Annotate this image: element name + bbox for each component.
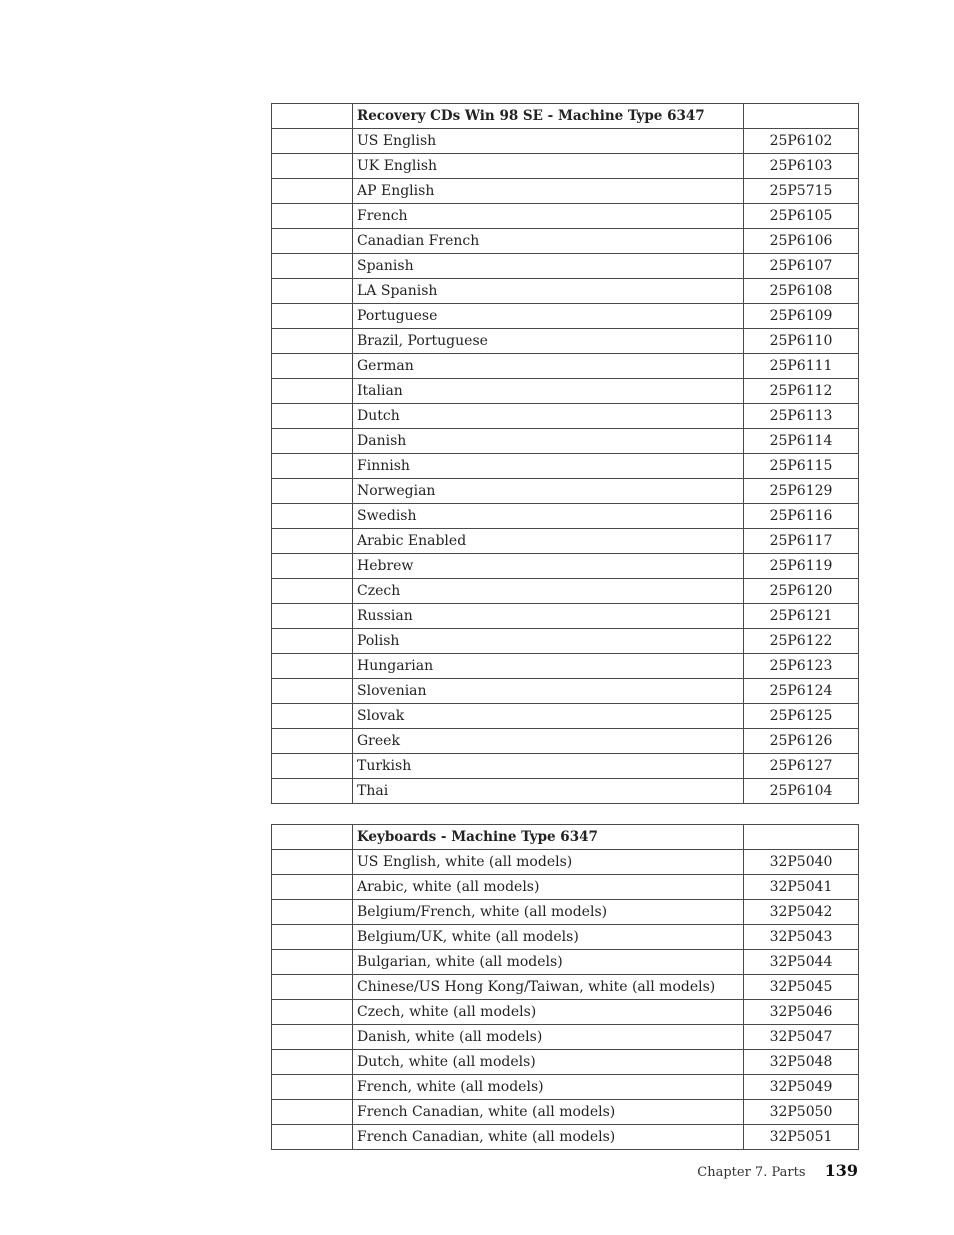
table-row [272,850,859,875]
description-cell: Belgium/UK, white (all models) [353,925,744,950]
description-cell: Czech [353,579,744,604]
description-cell: Chinese/US Hong Kong/Taiwan, white (all models) [353,975,744,1000]
part-number-cell: 25P6106 [744,229,859,254]
table-row [272,454,859,479]
part-number-cell: 32P5051 [744,1125,859,1150]
part-number-cell: 32P5047 [744,1025,859,1050]
table-row [272,1125,859,1150]
index-cell [272,1000,353,1025]
part-header-cell [744,104,859,129]
table-title: Keyboards - Machine Type 6347 [353,825,744,850]
part-number-cell: 25P6127 [744,754,859,779]
table-row [272,529,859,554]
description-cell: Canadian French [353,229,744,254]
part-number-cell: 25P6102 [744,129,859,154]
index-cell [272,454,353,479]
part-number-cell: 25P6114 [744,429,859,454]
table-row [272,404,859,429]
description-cell: Arabic, white (all models) [353,875,744,900]
description-cell: Russian [353,604,744,629]
index-cell [272,329,353,354]
index-cell [272,1125,353,1150]
index-cell [272,654,353,679]
description-cell: Slovenian [353,679,744,704]
description-cell: Slovak [353,704,744,729]
index-cell [272,1075,353,1100]
keyboards-table [271,824,859,1150]
table-row [272,504,859,529]
page-footer [697,1161,858,1180]
description-cell: German [353,354,744,379]
table-row [272,679,859,704]
table-row [272,729,859,754]
table-row [272,479,859,504]
part-number-cell: 25P6117 [744,529,859,554]
part-number-cell: 25P6121 [744,604,859,629]
table-row [272,1050,859,1075]
recovery-cds-table [271,103,859,804]
description-cell: Danish [353,429,744,454]
description-cell: French [353,204,744,229]
description-cell: French, white (all models) [353,1075,744,1100]
description-cell: Thai [353,779,744,804]
index-cell [272,179,353,204]
table-row [272,129,859,154]
part-number-cell: 25P6103 [744,154,859,179]
index-cell [272,925,353,950]
index-cell [272,129,353,154]
description-cell: Belgium/French, white (all models) [353,900,744,925]
part-number-cell: 25P6107 [744,254,859,279]
description-cell: Bulgarian, white (all models) [353,950,744,975]
part-number-cell: 25P6119 [744,554,859,579]
index-cell [272,875,353,900]
table-row [272,629,859,654]
index-cell [272,1050,353,1075]
part-number-cell: 25P5715 [744,179,859,204]
index-cell [272,429,353,454]
table-row [272,975,859,1000]
part-number-cell: 32P5046 [744,1000,859,1025]
page-number: 139 [824,1161,858,1180]
part-number-cell: 25P6124 [744,679,859,704]
description-cell: Turkish [353,754,744,779]
table-row [272,1025,859,1050]
description-cell: LA Spanish [353,279,744,304]
table-row [272,254,859,279]
table-row [272,579,859,604]
description-cell: Finnish [353,454,744,479]
part-number-cell: 32P5041 [744,875,859,900]
index-cell [272,529,353,554]
description-cell: Swedish [353,504,744,529]
part-number-cell: 25P6109 [744,304,859,329]
part-number-cell: 32P5042 [744,900,859,925]
part-number-cell: 32P5048 [744,1050,859,1075]
part-number-cell: 25P6122 [744,629,859,654]
index-cell [272,154,353,179]
part-number-cell: 32P5044 [744,950,859,975]
table-row [272,379,859,404]
description-cell: Norwegian [353,479,744,504]
part-number-cell: 25P6115 [744,454,859,479]
table-row [272,875,859,900]
table-row [272,554,859,579]
description-cell: Greek [353,729,744,754]
description-cell: French Canadian, white (all models) [353,1100,744,1125]
table-row [272,925,859,950]
index-cell [272,825,353,850]
table-row [272,279,859,304]
part-number-cell: 32P5040 [744,850,859,875]
index-cell [272,900,353,925]
description-cell: Dutch, white (all models) [353,1050,744,1075]
table-title: Recovery CDs Win 98 SE - Machine Type 6347 [353,104,744,129]
description-cell: US English, white (all models) [353,850,744,875]
index-cell [272,1100,353,1125]
description-cell: Hebrew [353,554,744,579]
table-row [272,900,859,925]
part-number-cell: 32P5050 [744,1100,859,1125]
index-cell [272,479,353,504]
index-cell [272,975,353,1000]
table-row [272,1075,859,1100]
description-cell: Czech, white (all models) [353,1000,744,1025]
table-row [272,429,859,454]
table-header-row [272,825,859,850]
table-row [272,354,859,379]
table-row [272,779,859,804]
index-cell [272,729,353,754]
part-number-cell: 25P6125 [744,704,859,729]
table-row [272,204,859,229]
description-cell: AP English [353,179,744,204]
part-number-cell: 25P6120 [744,579,859,604]
description-cell: Italian [353,379,744,404]
table-row [272,1000,859,1025]
description-cell: Dutch [353,404,744,429]
description-cell: Polish [353,629,744,654]
description-cell: Spanish [353,254,744,279]
index-cell [272,504,353,529]
table-header-row [272,104,859,129]
description-cell: Arabic Enabled [353,529,744,554]
part-header-cell [744,825,859,850]
part-number-cell: 25P6123 [744,654,859,679]
index-cell [272,850,353,875]
chapter-label: Chapter 7. Parts [697,1165,806,1180]
part-number-cell: 32P5045 [744,975,859,1000]
part-number-cell: 25P6108 [744,279,859,304]
part-number-cell: 32P5043 [744,925,859,950]
index-cell [272,354,353,379]
part-number-cell: 32P5049 [744,1075,859,1100]
index-cell [272,579,353,604]
index-cell [272,254,353,279]
table-row [272,604,859,629]
table-row [272,179,859,204]
part-number-cell: 25P6111 [744,354,859,379]
part-number-cell: 25P6116 [744,504,859,529]
part-number-cell: 25P6129 [744,479,859,504]
description-cell: US English [353,129,744,154]
index-cell [272,754,353,779]
index-cell [272,554,353,579]
index-cell [272,779,353,804]
description-cell: Hungarian [353,654,744,679]
table-row [272,654,859,679]
description-cell: Danish, white (all models) [353,1025,744,1050]
index-cell [272,229,353,254]
index-cell [272,379,353,404]
index-cell [272,704,353,729]
table-row [272,229,859,254]
index-cell [272,1025,353,1050]
index-cell [272,104,353,129]
description-cell: French Canadian, white (all models) [353,1125,744,1150]
part-number-cell: 25P6126 [744,729,859,754]
index-cell [272,404,353,429]
index-cell [272,679,353,704]
index-cell [272,604,353,629]
table-row [272,329,859,354]
description-cell: UK English [353,154,744,179]
index-cell [272,950,353,975]
table-row [272,704,859,729]
index-cell [272,629,353,654]
part-number-cell: 25P6113 [744,404,859,429]
table-row [272,1100,859,1125]
part-number-cell: 25P6104 [744,779,859,804]
description-cell: Brazil, Portuguese [353,329,744,354]
index-cell [272,304,353,329]
description-cell: Portuguese [353,304,744,329]
part-number-cell: 25P6110 [744,329,859,354]
table-row [272,304,859,329]
table-row [272,950,859,975]
index-cell [272,204,353,229]
part-number-cell: 25P6112 [744,379,859,404]
part-number-cell: 25P6105 [744,204,859,229]
table-row [272,754,859,779]
table-row [272,154,859,179]
index-cell [272,279,353,304]
